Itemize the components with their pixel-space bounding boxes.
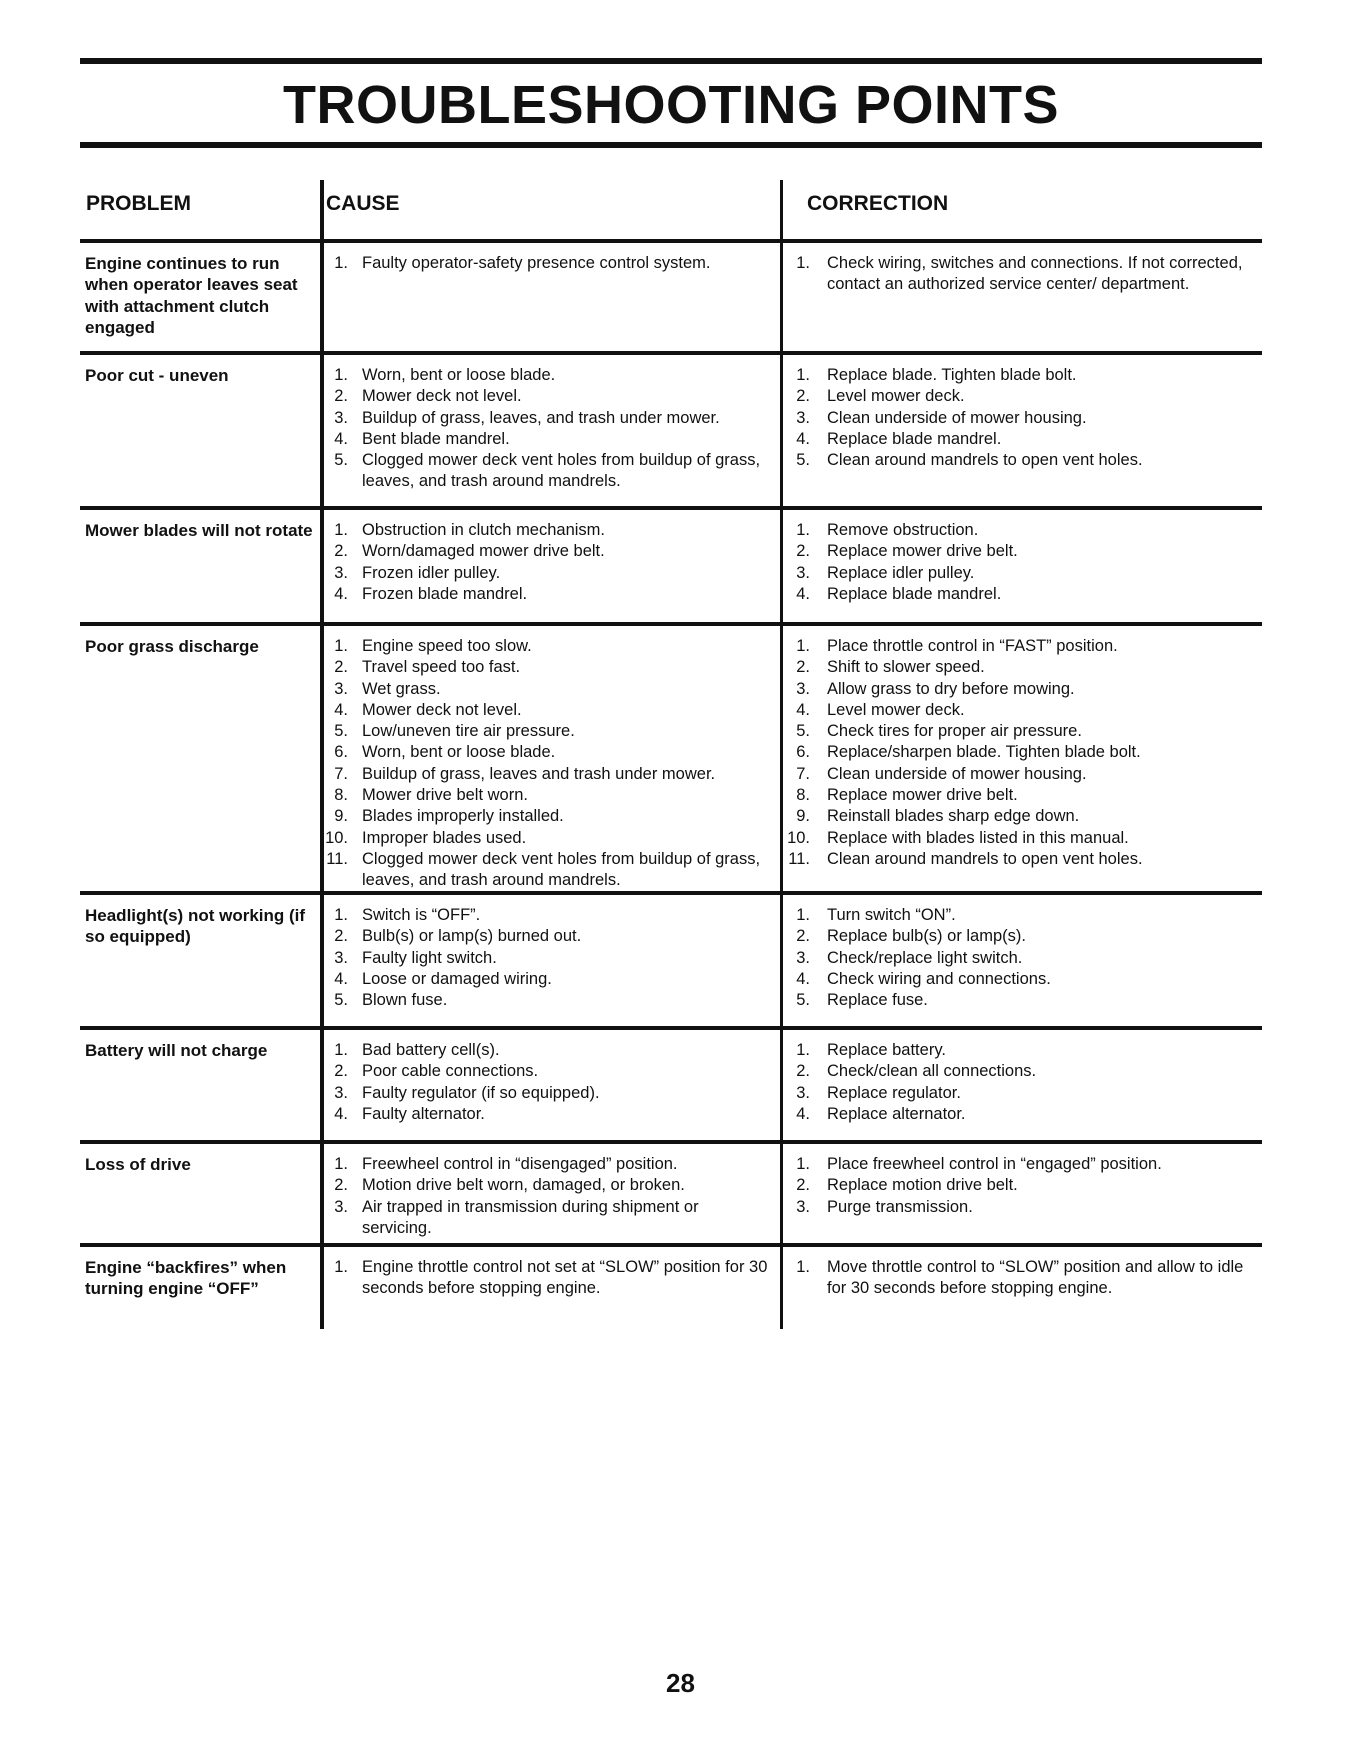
item-number: 2. bbox=[796, 927, 810, 946]
item-text: Bad battery cell(s). bbox=[362, 1041, 500, 1059]
list-item bbox=[783, 1175, 1262, 1196]
item-number: 1. bbox=[334, 1258, 348, 1276]
item-text: Replace/sharpen blade. Tighten blade bolt. bbox=[827, 743, 1141, 762]
item-number: 2. bbox=[334, 542, 348, 561]
correction-cell bbox=[780, 510, 1262, 622]
cause-cell bbox=[320, 355, 780, 507]
item-text: Faulty alternator. bbox=[362, 1104, 485, 1123]
item-number: 1. bbox=[796, 366, 810, 384]
problem-cell: Mower blades will not rotate bbox=[85, 521, 313, 540]
list-item bbox=[324, 1257, 780, 1300]
list-item bbox=[783, 253, 1262, 296]
list-item bbox=[324, 563, 780, 584]
item-text: Remove obstruction. bbox=[827, 521, 979, 539]
list-item bbox=[783, 636, 1262, 657]
list-item bbox=[783, 408, 1262, 429]
item-text: Replace alternator. bbox=[827, 1104, 966, 1123]
item-text: Place throttle control in “FAST” position. bbox=[827, 637, 1118, 655]
list-item bbox=[783, 1104, 1262, 1125]
item-text: Replace blade mandrel. bbox=[827, 584, 1002, 603]
list-item bbox=[324, 365, 780, 386]
item-number: 1. bbox=[334, 1041, 348, 1059]
list-item bbox=[783, 1154, 1262, 1175]
item-text: Worn/damaged mower drive belt. bbox=[362, 542, 605, 561]
correction-list bbox=[783, 365, 1262, 471]
list-item bbox=[783, 828, 1262, 849]
item-number: 1. bbox=[796, 521, 810, 539]
cause-list bbox=[324, 636, 780, 892]
list-item bbox=[324, 429, 780, 450]
item-number: 5. bbox=[796, 722, 810, 741]
problem-cell: Battery will not charge bbox=[85, 1041, 268, 1060]
item-number: 5. bbox=[334, 451, 348, 470]
list-item bbox=[783, 785, 1262, 806]
item-text: Clogged mower deck vent holes from buildup of grass, leaves, and trash around mandrels. bbox=[362, 451, 761, 491]
list-item bbox=[783, 700, 1262, 721]
item-text: Place freewheel control in “engaged” position. bbox=[827, 1155, 1162, 1173]
item-text: Engine speed too slow. bbox=[362, 637, 532, 655]
item-number: 9. bbox=[796, 807, 810, 826]
item-number: 4. bbox=[334, 700, 348, 719]
item-text: Replace motion drive belt. bbox=[827, 1176, 1018, 1195]
item-number: 4. bbox=[334, 584, 348, 603]
item-text: Allow grass to dry before mowing. bbox=[827, 679, 1075, 698]
list-item bbox=[783, 806, 1262, 827]
list-item bbox=[783, 1083, 1262, 1104]
item-text: Mower drive belt worn. bbox=[362, 786, 528, 805]
correction-cell bbox=[780, 1144, 1262, 1253]
title-bottom-rule bbox=[80, 142, 1262, 148]
list-item bbox=[324, 1061, 780, 1082]
list-item bbox=[783, 563, 1262, 584]
list-item bbox=[324, 1154, 780, 1175]
item-text: Freewheel control in “disengaged” position. bbox=[362, 1155, 678, 1173]
page-number: 28 bbox=[666, 1668, 695, 1698]
item-number: 3. bbox=[334, 1197, 348, 1216]
list-item bbox=[324, 806, 780, 827]
list-item bbox=[783, 450, 1262, 471]
cause-list bbox=[324, 905, 780, 1011]
item-text: Loose or damaged wiring. bbox=[362, 969, 552, 988]
item-text: Replace idler pulley. bbox=[827, 563, 975, 582]
list-item bbox=[783, 584, 1262, 605]
item-number: 1. bbox=[334, 521, 348, 539]
item-text: Check wiring and connections. bbox=[827, 969, 1051, 988]
item-text: Buildup of grass, leaves and trash under mower. bbox=[362, 764, 716, 783]
item-number: 1. bbox=[796, 637, 810, 655]
item-text: Obstruction in clutch mechanism. bbox=[362, 521, 606, 539]
item-text: Clean underside of mower housing. bbox=[827, 764, 1087, 783]
list-item bbox=[324, 990, 780, 1011]
item-number: 3. bbox=[796, 1197, 810, 1216]
item-number: 6. bbox=[796, 743, 810, 762]
list-item bbox=[324, 849, 780, 892]
item-text: Replace regulator. bbox=[827, 1083, 961, 1102]
item-text: Blades improperly installed. bbox=[362, 807, 564, 826]
cause-list bbox=[324, 253, 780, 274]
item-number: 2. bbox=[334, 1176, 348, 1195]
cause-cell bbox=[320, 510, 780, 622]
item-number: 3. bbox=[334, 948, 348, 967]
correction-list bbox=[783, 1154, 1262, 1218]
problem-cell: Poor grass discharge bbox=[85, 637, 259, 656]
item-number: 8. bbox=[796, 786, 810, 805]
item-text: Faulty light switch. bbox=[362, 948, 497, 967]
item-number: 2. bbox=[796, 1062, 810, 1081]
item-text: Level mower deck. bbox=[827, 387, 965, 406]
list-item bbox=[324, 520, 780, 541]
item-text: Replace battery. bbox=[827, 1041, 946, 1059]
cause-cell bbox=[320, 1144, 780, 1253]
list-item bbox=[783, 721, 1262, 742]
item-text: Replace mower drive belt. bbox=[827, 786, 1018, 805]
correction-list bbox=[783, 253, 1262, 296]
item-text: Clean underside of mower housing. bbox=[827, 408, 1087, 427]
item-text: Improper blades used. bbox=[362, 828, 527, 847]
list-item bbox=[783, 926, 1262, 947]
problem-cell: Loss of drive bbox=[85, 1155, 191, 1174]
list-item bbox=[783, 679, 1262, 700]
item-number: 3. bbox=[796, 563, 810, 582]
item-number: 3. bbox=[334, 563, 348, 582]
cause-cell bbox=[320, 1247, 780, 1329]
item-number: 4. bbox=[334, 969, 348, 988]
header-cause: CAUSE bbox=[320, 180, 780, 239]
list-item bbox=[324, 408, 780, 429]
correction-list bbox=[783, 520, 1262, 605]
list-item bbox=[324, 742, 780, 763]
correction-list bbox=[783, 1257, 1262, 1300]
item-number: 4. bbox=[334, 429, 348, 448]
table-row bbox=[80, 243, 1262, 351]
correction-cell bbox=[780, 1030, 1262, 1140]
item-number: 4. bbox=[796, 429, 810, 448]
item-number: 2. bbox=[796, 542, 810, 561]
list-item bbox=[783, 1061, 1262, 1082]
list-item bbox=[783, 948, 1262, 969]
header-problem: PROBLEM bbox=[86, 192, 191, 215]
item-text: Engine throttle control not set at “SLOW” position for 30 seconds before stopping engine. bbox=[362, 1258, 768, 1298]
list-item bbox=[324, 948, 780, 969]
item-text: Poor cable connections. bbox=[362, 1062, 539, 1081]
item-number: 1. bbox=[334, 906, 348, 924]
item-text: Travel speed too fast. bbox=[362, 658, 521, 677]
item-number: 3. bbox=[796, 408, 810, 427]
item-text: Shift to slower speed. bbox=[827, 658, 985, 677]
item-text: Purge transmission. bbox=[827, 1197, 973, 1216]
item-text: Frozen idler pulley. bbox=[362, 563, 501, 582]
list-item bbox=[783, 905, 1262, 926]
list-item bbox=[324, 1175, 780, 1196]
item-text: Faulty regulator (if so equipped). bbox=[362, 1083, 600, 1102]
correction-list bbox=[783, 1040, 1262, 1125]
item-text: Worn, bent or loose blade. bbox=[362, 743, 556, 762]
item-number: 2. bbox=[334, 1062, 348, 1081]
list-item bbox=[783, 1197, 1262, 1218]
item-text: Bulb(s) or lamp(s) burned out. bbox=[362, 927, 582, 946]
item-number: 7. bbox=[796, 764, 810, 783]
item-number: 1. bbox=[334, 254, 348, 272]
item-text: Bent blade mandrel. bbox=[362, 429, 510, 448]
problem-cell: Headlight(s) not working (if so equipped) bbox=[85, 906, 306, 947]
item-number: 5. bbox=[334, 991, 348, 1010]
item-text: Clean around mandrels to open vent holes. bbox=[827, 451, 1143, 470]
problem-cell: Engine continues to run when operator leaves seat with attachment clutch engaged bbox=[85, 254, 298, 337]
cause-list bbox=[324, 520, 780, 605]
item-number: 2. bbox=[796, 658, 810, 677]
item-number: 1. bbox=[796, 906, 810, 924]
item-number: 1. bbox=[334, 366, 348, 384]
item-text: Reinstall blades sharp edge down. bbox=[827, 807, 1080, 826]
cause-list bbox=[324, 1154, 780, 1239]
correction-list bbox=[783, 636, 1262, 870]
item-text: Replace fuse. bbox=[827, 991, 928, 1010]
cause-cell bbox=[320, 626, 780, 906]
list-item bbox=[783, 657, 1262, 678]
item-number: 2. bbox=[796, 1176, 810, 1195]
item-text: Frozen blade mandrel. bbox=[362, 584, 528, 603]
troubleshooting-page bbox=[80, 58, 1262, 1329]
item-text: Move throttle control to “SLOW” position and allow to idle for 30 seconds before stopping engine. bbox=[827, 1258, 1244, 1298]
item-text: Clogged mower deck vent holes from buildup of grass, leaves, and trash around mandrels. bbox=[362, 849, 761, 890]
item-text: Replace blade mandrel. bbox=[827, 429, 1002, 448]
list-item bbox=[324, 1104, 780, 1125]
list-item bbox=[324, 584, 780, 605]
list-item bbox=[783, 1257, 1262, 1300]
correction-cell bbox=[780, 355, 1262, 507]
item-number: 11. bbox=[788, 849, 810, 868]
item-text: Blown fuse. bbox=[362, 991, 448, 1010]
list-item bbox=[324, 253, 780, 274]
list-item bbox=[783, 365, 1262, 386]
list-item bbox=[324, 926, 780, 947]
item-text: Replace mower drive belt. bbox=[827, 542, 1018, 561]
table-row bbox=[80, 1247, 1262, 1329]
item-text: Check/replace light switch. bbox=[827, 948, 1023, 967]
cause-list bbox=[324, 1257, 780, 1300]
item-number: 1. bbox=[334, 637, 348, 655]
correction-cell bbox=[780, 243, 1262, 352]
list-item bbox=[324, 764, 780, 785]
table-row bbox=[80, 895, 1262, 1026]
item-number: 5. bbox=[334, 722, 348, 741]
item-number: 2. bbox=[334, 387, 348, 406]
list-item bbox=[783, 541, 1262, 562]
list-item bbox=[324, 785, 780, 806]
item-text: Clean around mandrels to open vent holes. bbox=[827, 849, 1143, 868]
table-row bbox=[80, 1030, 1262, 1140]
item-number: 4. bbox=[334, 1104, 348, 1123]
item-text: Air trapped in transmission during shipment or servicing. bbox=[362, 1197, 699, 1237]
cause-cell bbox=[320, 895, 780, 1026]
correction-list bbox=[783, 905, 1262, 1011]
table-row bbox=[80, 1144, 1262, 1243]
item-text: Replace bulb(s) or lamp(s). bbox=[827, 927, 1026, 946]
item-number: 2. bbox=[334, 658, 348, 677]
list-item bbox=[783, 764, 1262, 785]
item-text: Switch is “OFF”. bbox=[362, 906, 481, 924]
list-item bbox=[783, 520, 1262, 541]
item-number: 1. bbox=[334, 1155, 348, 1173]
item-number: 5. bbox=[796, 991, 810, 1010]
list-item bbox=[324, 386, 780, 407]
cause-cell bbox=[320, 1030, 780, 1140]
item-number: 3. bbox=[334, 408, 348, 427]
correction-cell bbox=[780, 626, 1262, 906]
list-item bbox=[783, 1040, 1262, 1061]
item-text: Mower deck not level. bbox=[362, 700, 522, 719]
table-row bbox=[80, 355, 1262, 506]
item-text: Worn, bent or loose blade. bbox=[362, 366, 556, 384]
item-number: 10. bbox=[787, 828, 810, 847]
item-text: Check wiring, switches and connections. If not corrected, contact an authorized service center/ department. bbox=[827, 254, 1243, 294]
item-text: Replace blade. Tighten blade bolt. bbox=[827, 366, 1077, 384]
page-title: TROUBLESHOOTING POINTS bbox=[282, 75, 1060, 135]
item-number: 3. bbox=[796, 1083, 810, 1102]
table-row bbox=[80, 626, 1262, 891]
item-number: 8. bbox=[334, 786, 348, 805]
list-item bbox=[783, 386, 1262, 407]
item-text: Wet grass. bbox=[362, 679, 441, 698]
item-number: 2. bbox=[334, 927, 348, 946]
problem-cell: Engine “backfires” when turning engine “OFF” bbox=[85, 1258, 287, 1299]
table-row bbox=[80, 510, 1262, 622]
table-header bbox=[80, 180, 1262, 239]
item-number: 3. bbox=[796, 948, 810, 967]
cause-cell bbox=[320, 243, 780, 352]
item-number: 4. bbox=[796, 584, 810, 603]
item-text: Check tires for proper air pressure. bbox=[827, 722, 1082, 741]
item-text: Low/uneven tire air pressure. bbox=[362, 722, 575, 741]
list-item bbox=[324, 636, 780, 657]
item-text: Turn switch “ON”. bbox=[827, 906, 956, 924]
item-text: Motion drive belt worn, damaged, or broken. bbox=[362, 1176, 685, 1195]
item-text: Mower deck not level. bbox=[362, 387, 522, 406]
list-item bbox=[324, 721, 780, 742]
item-number: 5. bbox=[796, 451, 810, 470]
item-number: 2. bbox=[796, 387, 810, 406]
list-item bbox=[324, 1197, 780, 1240]
item-number: 3. bbox=[796, 679, 810, 698]
correction-cell bbox=[780, 895, 1262, 1026]
list-item bbox=[324, 700, 780, 721]
item-number: 11. bbox=[326, 849, 348, 868]
item-number: 6. bbox=[334, 743, 348, 762]
item-number: 3. bbox=[334, 1083, 348, 1102]
correction-cell bbox=[780, 1247, 1262, 1329]
list-item bbox=[783, 990, 1262, 1011]
header-correction: CORRECTION bbox=[780, 180, 1262, 239]
item-number: 1. bbox=[796, 1258, 810, 1276]
list-item bbox=[783, 969, 1262, 990]
item-text: Replace with blades listed in this manual. bbox=[827, 828, 1129, 847]
item-number: 4. bbox=[796, 969, 810, 988]
item-text: Buildup of grass, leaves, and trash under mower. bbox=[362, 408, 720, 427]
item-number: 1. bbox=[796, 254, 810, 272]
item-text: Faulty operator-safety presence control system. bbox=[362, 254, 711, 272]
item-number: 4. bbox=[796, 1104, 810, 1123]
item-number: 10. bbox=[325, 828, 348, 847]
item-number: 4. bbox=[796, 700, 810, 719]
list-item bbox=[324, 541, 780, 562]
list-item bbox=[324, 450, 780, 493]
list-item bbox=[324, 828, 780, 849]
list-item bbox=[324, 657, 780, 678]
list-item bbox=[324, 1083, 780, 1104]
item-text: Level mower deck. bbox=[827, 700, 965, 719]
item-number: 1. bbox=[796, 1155, 810, 1173]
item-number: 3. bbox=[334, 679, 348, 698]
item-text: Check/clean all connections. bbox=[827, 1062, 1037, 1081]
list-item bbox=[783, 429, 1262, 450]
cause-list bbox=[324, 365, 780, 493]
item-number: 1. bbox=[796, 1041, 810, 1059]
list-item bbox=[324, 1040, 780, 1061]
list-item bbox=[324, 905, 780, 926]
cause-list bbox=[324, 1040, 780, 1125]
item-number: 7. bbox=[334, 764, 348, 783]
item-number: 9. bbox=[334, 807, 348, 826]
troubleshooting-table bbox=[80, 239, 1262, 1329]
list-item bbox=[324, 969, 780, 990]
list-item bbox=[324, 679, 780, 700]
problem-cell: Poor cut - uneven bbox=[85, 366, 229, 385]
list-item bbox=[783, 849, 1262, 870]
list-item bbox=[783, 742, 1262, 763]
